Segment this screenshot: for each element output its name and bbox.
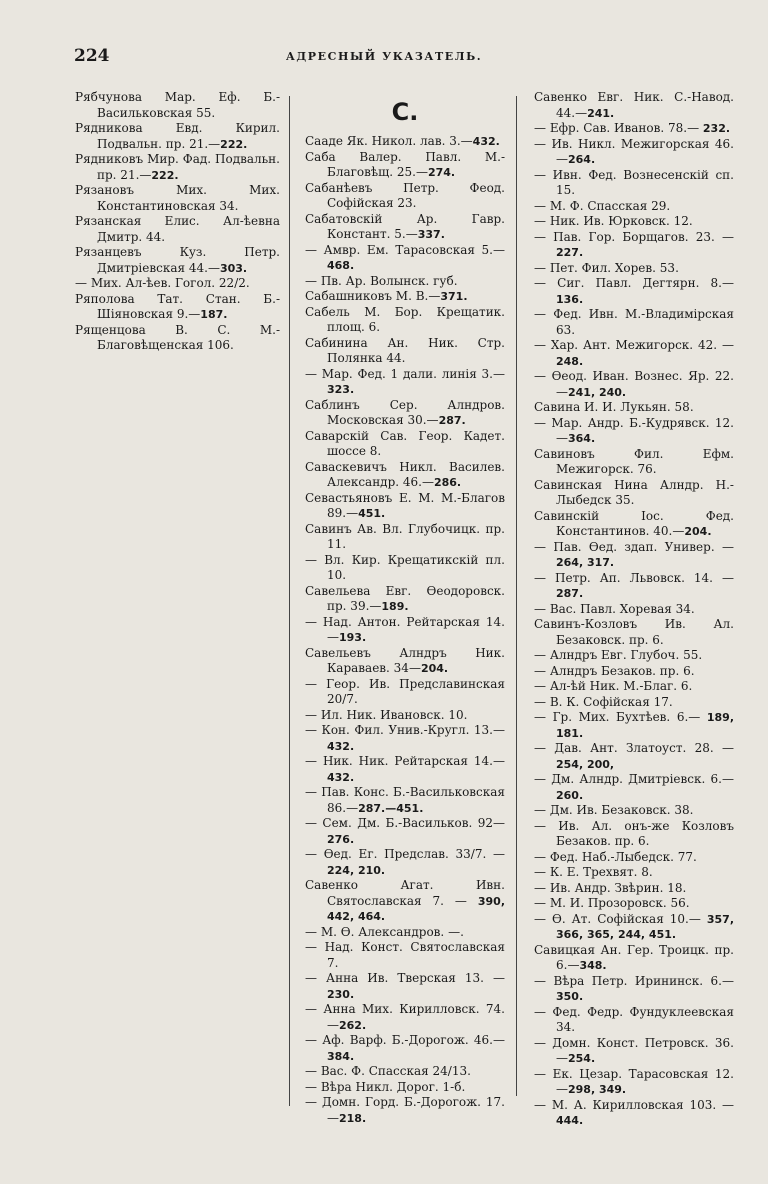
directory-entry <box>534 168 734 199</box>
phone-number: 222. <box>220 137 248 151</box>
entry-text: Сабанѣевъ Петр. Феод. Софійская 23. <box>305 180 505 210</box>
directory-entry <box>534 865 734 881</box>
entry-text: — Фед. Наб.-Лыбедск. 77. <box>534 849 697 864</box>
entry-text: — Дм. Алндр. Дмитріевск. 6.— <box>534 772 734 786</box>
entry-text: — Пв. Ар. Волынск. губ. <box>305 273 458 288</box>
directory-entry <box>534 214 734 230</box>
entry-text: Савенко Агат. Ивн. Святославская 7. — <box>305 878 505 908</box>
directory-column-3 <box>534 90 734 1129</box>
phone-number: 260. <box>556 788 584 802</box>
directory-entry <box>534 881 734 897</box>
directory-entry <box>534 230 734 261</box>
directory-entry <box>305 1002 505 1033</box>
phone-number: 204. <box>420 662 449 675</box>
directory-entry <box>534 896 734 912</box>
entry-text: Рядникова Евд. Кирил. Подвальн. пр. 21.— <box>75 121 280 151</box>
phone-number: 348. <box>579 959 607 972</box>
entry-text: Саблинъ Сер. Алндров. Московская 30.— <box>305 397 505 427</box>
directory-entry <box>534 679 734 695</box>
page-number: 224 <box>74 46 110 66</box>
directory-entry <box>305 723 505 754</box>
phone-number: 287. <box>556 587 584 600</box>
directory-entry <box>534 974 734 1005</box>
phone-number: 227. <box>556 246 584 259</box>
entry-text: — Мар. Андр. Б.-Кудрявск. 12.— <box>534 415 734 445</box>
entry-text: — Хар. Ант. Межигорск. 42. — <box>534 338 734 352</box>
entry-text: — Амвр. Ем. Тарасовская 5.— <box>305 242 505 257</box>
phone-number: 274. <box>427 166 456 179</box>
phone-number: 193. <box>339 631 367 644</box>
directory-column-2 <box>305 100 505 1126</box>
phone-number: 222. <box>151 168 179 182</box>
directory-entry <box>305 925 505 941</box>
entry-text: Савинъ Ав. Вл. Глубочицк. пр. 11. <box>305 521 505 551</box>
entry-text: — Пав. Ѳед. здап. Универ. — <box>534 539 734 554</box>
phone-number: 187. <box>200 308 228 321</box>
entry-text: Савельевъ Алндръ Ник. Караваев. 34— <box>305 645 505 675</box>
directory-entry <box>534 261 734 277</box>
entry-text: — Дав. Ант. Златоуст. 28. — <box>534 741 734 755</box>
entry-text: — Ек. Цезар. Тарасовская 12.— <box>534 1066 734 1096</box>
phone-number: 432. <box>327 770 355 784</box>
entry-text: Савицкая Ан. Гер. Троицк. пр. 6.— <box>534 942 734 972</box>
directory-entry <box>534 199 734 215</box>
directory-entry <box>534 571 734 602</box>
directory-entry <box>534 664 734 680</box>
directory-entry <box>75 90 280 121</box>
directory-entry <box>305 212 505 243</box>
phone-number: 364. <box>568 432 596 445</box>
directory-entry <box>534 90 734 121</box>
entry-text: — М. Ѳ. Александров. —. <box>305 924 464 939</box>
directory-entry <box>534 540 734 571</box>
phone-number: 323. <box>327 383 355 396</box>
directory-entry <box>534 710 734 741</box>
directory-entry <box>534 400 734 416</box>
entry-text: Рязановъ Мих. Мих. Константиновская 34. <box>75 183 280 213</box>
phone-number: 264, 317. <box>556 556 615 569</box>
directory-entry <box>305 847 505 878</box>
directory-entry <box>305 754 505 785</box>
directory-entry <box>534 1005 734 1036</box>
entry-text: — Вѣра Никл. Дорог. 1-б. <box>305 1079 466 1094</box>
directory-entry <box>75 292 280 323</box>
phone-number: 287.—451. <box>358 801 424 815</box>
entry-text: — Ив. Никл. Межигорская 46.— <box>534 136 734 166</box>
directory-entry <box>534 307 734 338</box>
entry-text: — М. А. Кирилловская 103. — <box>534 1097 734 1112</box>
directory-entry <box>534 276 734 307</box>
entry-text: — Кон. Фил. Унив.-Кругл. 13.— <box>305 723 505 737</box>
directory-entry <box>534 850 734 866</box>
directory-entry <box>305 1033 505 1064</box>
entry-text: Рязанцевъ Куз. Петр. Дмитріевская 44.— <box>75 245 280 275</box>
directory-entry <box>305 553 505 584</box>
directory-entry <box>534 1036 734 1067</box>
directory-entry <box>534 369 734 400</box>
directory-entry <box>305 460 505 491</box>
entry-text: — Пет. Фил. Хорев. 53. <box>534 260 679 275</box>
phone-number: 254, 200, <box>556 757 615 771</box>
directory-entry <box>75 152 280 183</box>
phone-number: 432. <box>472 135 500 148</box>
phone-number: 230. <box>327 987 355 1001</box>
directory-entry <box>534 121 734 137</box>
running-title: АДРЕСНЫЙ УКАЗАТЕЛЬ. <box>285 50 483 63</box>
phone-number: 337. <box>417 228 445 241</box>
entry-text: — Ѳеод. Иван. Вознес. Яр. 22.— <box>534 369 734 399</box>
directory-entry <box>305 1064 505 1080</box>
directory-entry <box>534 509 734 540</box>
phone-number: 189. <box>381 600 409 613</box>
directory-entry <box>305 336 505 367</box>
entry-text: Саба Валер. Павл. М.-Благовѣщ. 25.— <box>305 149 505 179</box>
entry-text: — Над. Конст. Святославская 7. <box>305 940 505 970</box>
directory-entry <box>534 1098 734 1129</box>
entry-text: Саварскій Сав. Геор. Кадет. шоссе 8. <box>305 428 505 458</box>
directory-entry <box>305 398 505 429</box>
phone-number: 451. <box>358 507 386 520</box>
phone-number: 262. <box>339 1018 367 1032</box>
entry-text: Севастьяновъ Е. М. М.-Благов 89.— <box>305 490 505 520</box>
directory-entry <box>75 276 280 292</box>
directory-entry <box>534 819 734 850</box>
phone-number: 241. <box>587 106 615 120</box>
entry-text: — Аф. Варф. Б.-Дорогож. 46.— <box>305 1033 505 1047</box>
phone-number: 384. <box>327 1049 355 1063</box>
directory-entry <box>305 878 505 925</box>
phone-number: 204. <box>684 525 712 538</box>
phone-number: 286. <box>433 476 462 489</box>
entry-text: — Анна Мих. Кирилловск. 74.— <box>305 1002 505 1032</box>
directory-entry <box>534 943 734 974</box>
entry-text: — Ал-ѣй Ник. М.-Благ. 6. <box>534 679 693 693</box>
entry-text: — К. Е. Трехвят. 8. <box>534 865 653 879</box>
entry-text: Сабель М. Бор. Крещатик. площ. 6. <box>305 304 505 334</box>
phone-number: 303. <box>219 261 248 275</box>
entry-text: Сабатовскій Ар. Гавр. Констант. 5.— <box>305 211 505 241</box>
entry-text: — Ил. Ник. Ивановск. 10. <box>305 707 468 722</box>
entry-text: Сабашниковъ М. В.— <box>305 289 441 303</box>
entry-text: — Алндръ Евг. Глубоч. 55. <box>534 648 703 662</box>
phone-number: 468. <box>327 259 355 272</box>
entry-text: — М. Ф. Спасская 29. <box>534 198 671 213</box>
entry-text: — Вѣра Петр. Ирининск. 6.— <box>534 973 734 988</box>
directory-entry <box>305 150 505 181</box>
entry-text: — Ѳ. Ат. Софійская 10.— <box>534 911 707 926</box>
entry-text: — Пав. Конс. Б.-Васильковская 86.— <box>305 785 505 815</box>
entry-text: Сааде Як. Никол. лав. 3.— <box>305 134 473 148</box>
column-divider <box>289 96 290 1106</box>
directory-entry <box>305 243 505 274</box>
entry-text: — Вл. Кир. Крещатикскій пл. 10. <box>305 552 505 582</box>
entry-text: — Дм. Ив. Безаковск. 38. <box>534 803 694 817</box>
directory-entry <box>534 602 734 618</box>
directory-entry <box>75 214 280 245</box>
entry-text: Рященцова В. С. М.-Благовѣщенская 106. <box>75 322 280 352</box>
directory-entry <box>305 708 505 724</box>
directory-entry <box>305 181 505 212</box>
phone-number: 350. <box>556 990 584 1003</box>
directory-entry <box>534 338 734 369</box>
entry-text: — Анна Ив. Тверская 13. — <box>305 971 505 985</box>
directory-entry <box>534 772 734 803</box>
entry-text: Сабинина Ан. Ник. Стр. Полянка 44. <box>305 335 505 365</box>
entry-text: — Сем. Дм. Б.-Васильков. 92— <box>305 816 505 830</box>
entry-text: Саваскевичъ Никл. Василев. Александр. 46.— <box>305 459 505 489</box>
entry-text: Рязанская Елис. Ал-ѣевна Дмитр. 44. <box>75 214 280 244</box>
directory-entry <box>534 617 734 648</box>
phone-number: 241, 240. <box>568 385 627 399</box>
page-header <box>0 46 768 74</box>
directory-entry <box>305 785 505 816</box>
entry-text: Рябчунова Мар. Еф. Б.-Васильковская 55. <box>75 90 280 120</box>
directory-entry <box>305 491 505 522</box>
directory-entry <box>534 648 734 664</box>
phone-number: 232. <box>702 122 731 135</box>
entry-text: Савельева Евг. Ѳеодоровск. пр. 39.— <box>305 583 505 613</box>
directory-entry <box>534 912 734 943</box>
entry-text: — Вас. Павл. Хоревая 34. <box>534 601 695 616</box>
entry-text: — Гр. Мих. Бухтѣев. 6.— <box>534 710 707 724</box>
directory-entry <box>534 478 734 509</box>
entry-text: — Ник. Ив. Юрковск. 12. <box>534 214 693 228</box>
entry-text: — Ѳед. Ег. Предслав. 33/7. — <box>305 847 505 861</box>
directory-entry <box>75 183 280 214</box>
phone-number: 371. <box>440 290 468 303</box>
directory-entry <box>305 646 505 677</box>
phone-number: 287. <box>438 414 466 427</box>
entry-text: Савенко Евг. Ник. С.-Навод. 44.— <box>534 90 734 120</box>
directory-entry <box>305 971 505 1002</box>
directory-column-1 <box>75 90 280 354</box>
directory-entry <box>305 584 505 615</box>
entry-text: — Фед. Федр. Фундуклеевская 34. <box>534 1004 734 1034</box>
directory-entry <box>305 816 505 847</box>
entry-text: — Ив. Андр. Звѣрин. 18. <box>534 880 687 895</box>
entry-text: — Сиг. Павл. Дегтярн. 8.— <box>534 276 734 290</box>
directory-entry <box>75 323 280 354</box>
directory-entry <box>305 677 505 708</box>
directory-entry <box>534 416 734 447</box>
directory-entry <box>534 1067 734 1098</box>
entry-text: — Алндръ Безаков. пр. 6. <box>534 663 695 678</box>
entry-text: Ряполова Тат. Стан. Б.-Шіяновская 9.— <box>75 291 280 321</box>
entry-text: — М. И. Прозоровск. 56. <box>534 896 690 910</box>
phone-number: 218. <box>339 1111 367 1125</box>
entry-text: Савинъ-Козловъ Ив. Ал. Безаковск. пр. 6. <box>534 617 734 647</box>
entry-text: — Домн. Конст. Петровск. 36.— <box>534 1035 734 1065</box>
directory-entry <box>305 1080 505 1096</box>
entry-text: Савиновъ Фил. Ефм. Межигорск. 76. <box>534 446 734 476</box>
entry-text: — Домн. Горд. Б.-Дорогож. 17.— <box>305 1095 505 1125</box>
phone-number: 357, 366, 365, 244, 451. <box>556 912 734 941</box>
entry-text: — Фед. Ивн. М.-Владимірская 63. <box>534 307 734 337</box>
entry-text: — Геор. Ив. Предславинская 20/7. <box>305 676 505 706</box>
entry-text: Савинскій Іос. Фед. Константинов. 40.— <box>534 508 734 538</box>
directory-entry <box>305 522 505 553</box>
phone-number: 390, 442, 464. <box>327 894 505 923</box>
directory-entry <box>534 137 734 168</box>
entry-text: Савина И. И. Лукьян. 58. <box>534 400 694 414</box>
directory-entry <box>75 121 280 152</box>
entry-text: — Мар. Фед. 1 дали. линія 3.— <box>305 366 505 381</box>
phone-number: 136. <box>556 292 584 306</box>
entry-text: Савинская Нина Алндр. Н.-Лыбедск 35. <box>534 477 734 507</box>
directory-entry <box>305 615 505 646</box>
directory-entry <box>534 447 734 478</box>
directory-entry <box>75 245 280 276</box>
section-letter: С. <box>391 98 419 126</box>
entry-text: — Над. Антон. Рейтарская 14.— <box>305 614 505 644</box>
entry-text: — Петр. Ап. Львовск. 14. — <box>534 570 734 585</box>
directory-entry <box>305 429 505 460</box>
entry-text: — В. К. Софійская 17. <box>534 694 673 709</box>
phone-number: 432. <box>327 739 355 753</box>
column-divider <box>516 96 517 1096</box>
phone-number: 248. <box>556 354 584 368</box>
directory-entry <box>534 803 734 819</box>
entry-text: — Вас. Ф. Спасская 24/13. <box>305 1064 471 1078</box>
directory-entry <box>305 1095 505 1126</box>
phone-number: 224, 210. <box>327 863 386 877</box>
directory-entry <box>305 134 505 150</box>
entry-text: — Пав. Гор. Борщагов. 23. — <box>534 229 734 244</box>
directory-entry <box>305 289 505 305</box>
directory-entry <box>305 940 505 971</box>
directory-entry <box>305 367 505 398</box>
directory-entry <box>305 305 505 336</box>
phone-number: 189, 181. <box>556 711 734 740</box>
entry-text: — Ивн. Фед. Вознесенскій сп. 15. <box>534 167 734 197</box>
phone-number: 444. <box>556 1114 584 1127</box>
entry-text: — Ефр. Сав. Иванов. 78.— <box>534 121 703 135</box>
directory-entry <box>534 741 734 772</box>
phone-number: 276. <box>327 832 355 846</box>
entry-text: Рядниковъ Мир. Фад. Подвальн. пр. 21.— <box>75 152 280 182</box>
entry-text: — Ник. Ник. Рейтарская 14.— <box>305 754 505 768</box>
phone-number: 264. <box>568 153 596 166</box>
entry-text: — Ив. Ал. онъ-же Козловъ Безаков. пр. 6. <box>534 818 734 848</box>
phone-number: 298, 349. <box>568 1083 627 1096</box>
directory-entry <box>305 274 505 290</box>
directory-entry <box>534 695 734 711</box>
entry-text: — Мих. Ал-ѣев. Гогол. 22/2. <box>75 276 250 290</box>
phone-number: 254. <box>568 1052 596 1065</box>
